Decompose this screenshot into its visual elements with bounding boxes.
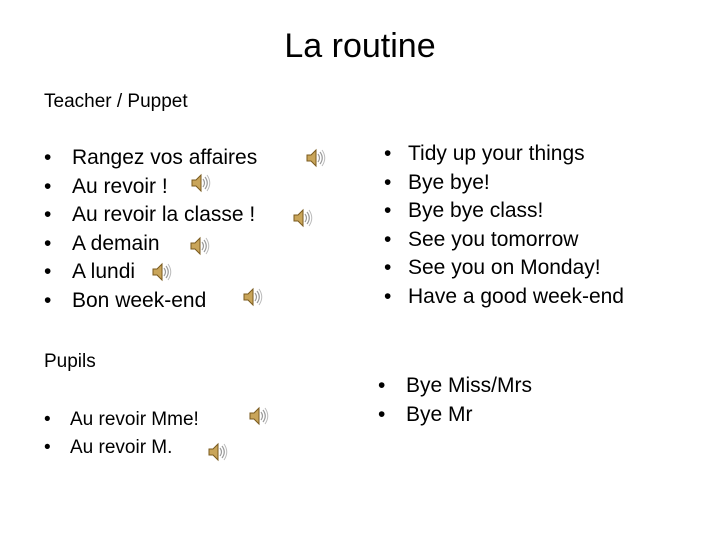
- list-item: [378, 372, 532, 401]
- teacher-french-list: [44, 144, 257, 316]
- speaker-icon[interactable]: [189, 172, 211, 194]
- bullet: •: [44, 260, 52, 284]
- phrase-text: See you tomorrow: [408, 227, 579, 251]
- speaker-icon[interactable]: [206, 441, 228, 463]
- list-item: [44, 201, 257, 230]
- phrase-text: Rangez vos affaires: [72, 146, 258, 169]
- bullet: •: [44, 409, 51, 430]
- bullet: •: [44, 146, 52, 169]
- list-item: [44, 287, 257, 316]
- phrase-text: See you on Monday!: [408, 256, 601, 280]
- phrase-text: Bon week-end: [72, 288, 207, 312]
- list-item: [384, 283, 624, 312]
- list-item: [44, 230, 257, 259]
- speaker-icon[interactable]: [150, 261, 172, 283]
- pupils-heading: Pupils: [44, 351, 96, 372]
- slide-title: La routine: [284, 27, 436, 65]
- list-item: [44, 434, 199, 462]
- bullet: •: [384, 170, 392, 194]
- speaker-icon[interactable]: [188, 235, 210, 257]
- speaker-icon[interactable]: [247, 405, 269, 427]
- phrase-text: Bye Mr: [406, 403, 473, 426]
- phrase-text: Au revoir M.: [70, 437, 173, 458]
- list-item: [384, 140, 624, 169]
- bullet: •: [384, 256, 392, 280]
- speaker-icon[interactable]: [241, 286, 263, 308]
- phrase-text: Bye bye!: [408, 170, 490, 194]
- teacher-english-list: [384, 140, 624, 312]
- phrase-text: Bye bye class!: [408, 199, 544, 223]
- bullet: •: [44, 174, 52, 198]
- list-item: [44, 144, 257, 173]
- list-item: [384, 197, 624, 226]
- bullet: •: [384, 199, 392, 223]
- bullet: •: [44, 437, 51, 458]
- phrase-text: Au revoir la classe !: [72, 203, 256, 227]
- bullet: •: [384, 227, 392, 251]
- teacher-heading: Teacher / Puppet: [44, 91, 188, 112]
- bullet: •: [44, 288, 52, 312]
- bullet: •: [384, 284, 392, 308]
- list-item: [378, 401, 532, 430]
- list-item: [384, 169, 624, 198]
- phrase-text: Have a good week-end: [408, 284, 624, 308]
- phrase-text: A demain: [72, 231, 160, 255]
- speaker-icon[interactable]: [304, 147, 326, 169]
- phrase-text: A lundi: [72, 260, 136, 284]
- phrase-text: Au revoir !: [72, 174, 168, 198]
- bullet: •: [44, 203, 52, 227]
- phrase-text: Tidy up your things: [408, 142, 585, 165]
- speaker-icon[interactable]: [291, 207, 313, 229]
- pupils-french-list: [44, 406, 199, 462]
- phrase-text: Bye Miss/Mrs: [406, 374, 532, 397]
- bullet: •: [44, 231, 52, 255]
- list-item: [384, 254, 624, 283]
- list-item: [44, 173, 257, 202]
- phrase-text: Au revoir Mme!: [70, 409, 199, 430]
- bullet: •: [384, 142, 392, 165]
- list-item: [44, 406, 199, 434]
- list-item: [384, 226, 624, 255]
- pupils-english-list: [378, 372, 532, 430]
- bullet: •: [378, 403, 386, 426]
- bullet: •: [378, 374, 386, 397]
